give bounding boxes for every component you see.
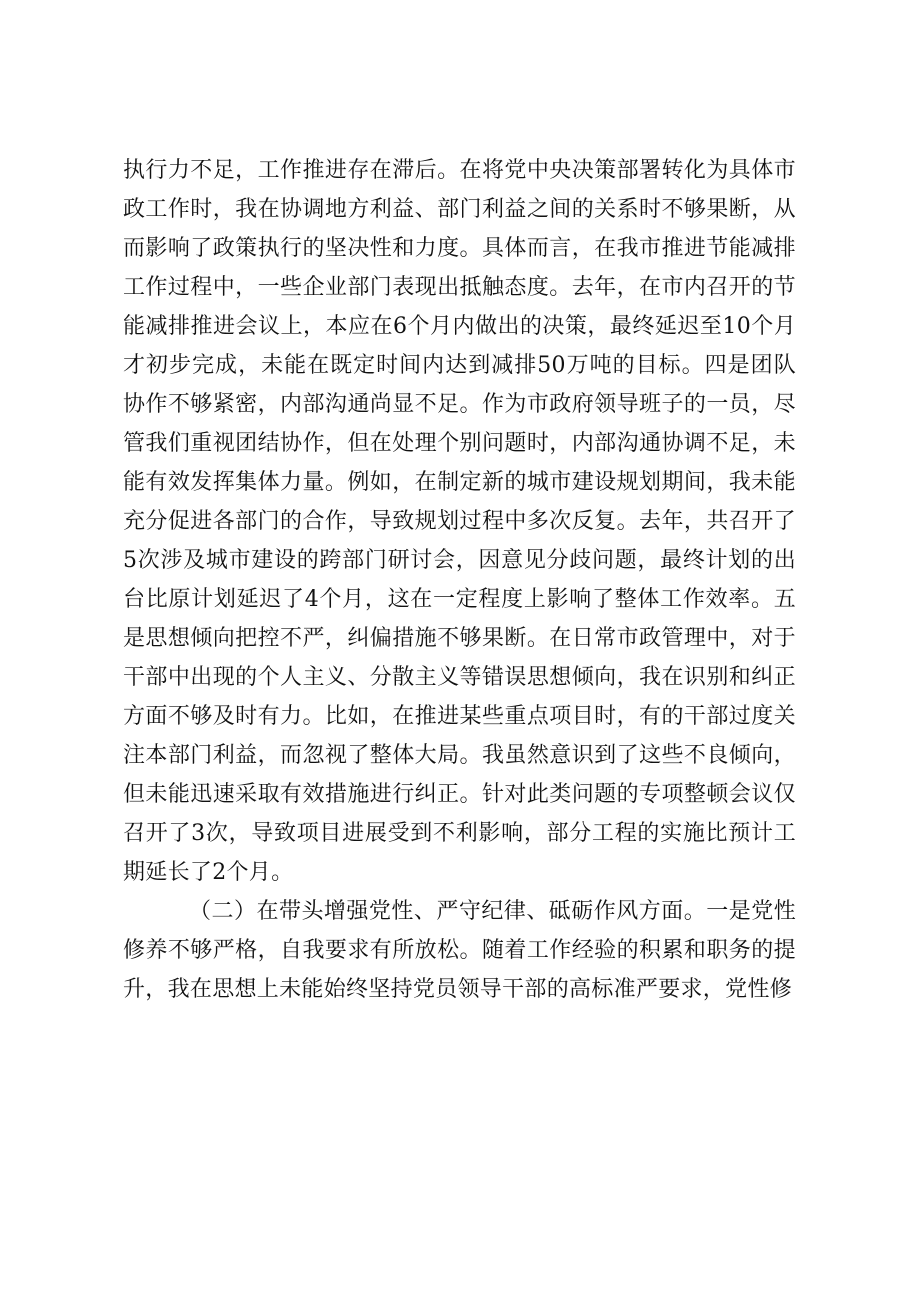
document-body <box>123 151 796 1009</box>
paragraph-2: （二）在带头增强党性、严守纪律、砥砺作风方面。一是党性修养不够严格，自我要求有所放松。随着工作经验的积累和职务的提升，我在思想上未能始终坚持党员领导干部的高标准严要求，党性修 <box>123 899 796 1002</box>
paragraph-1: 执行力不足，工作推进存在滞后。在将党中央决策部署转化为具体市政工作时，我在协调地方利益、部门利益之间的关系时不够果断，从而影响了政策执行的坚决性和力度。具体而言，在我市推进节能减排工作过程中，一些企业部门表现出抵触态度。去年，在市内召开的节能减排推进会议上，本应在6个月内做出的决策，最终延迟至10个月才初步完成，未能在既定时间内达到减排50万吨的目标。四是团队协作不够紧密，内部沟通尚显不足。作为市政府领导班子的一员，尽管我们重视团结协作，但在处理个别问题时，内部沟通协调不足，未能有效发挥集体力量。例如，在制定新的城市建设规划期间，我未能充分促进各部门的合作，导致规划过程中多次反复。去年，共召开了5次涉及城市建设的跨部门研讨会，因意见分歧问题，最终计划的出台比原计划延迟了4个月，这在一定程度上影响了整体工作效率。五是思想倾向把控不严，纠偏措施不够果断。在日常市政管理中，对于干部中出现的个人主义、分散主义等错误思想倾向，我在识别和纠正方面不够及时有力。比如，在推进某些重点项目时，有的干部过度关注本部门利益，而忽视了整体大局。我虽然意识到了这些不良倾向，但未能迅速采取有效措施进行纠正。针对此类问题的专项整顿会议仅召开了3次，导致项目进展受到不利影响，部分工程的实施比预计工期延长了2个月。 <box>123 158 796 885</box>
